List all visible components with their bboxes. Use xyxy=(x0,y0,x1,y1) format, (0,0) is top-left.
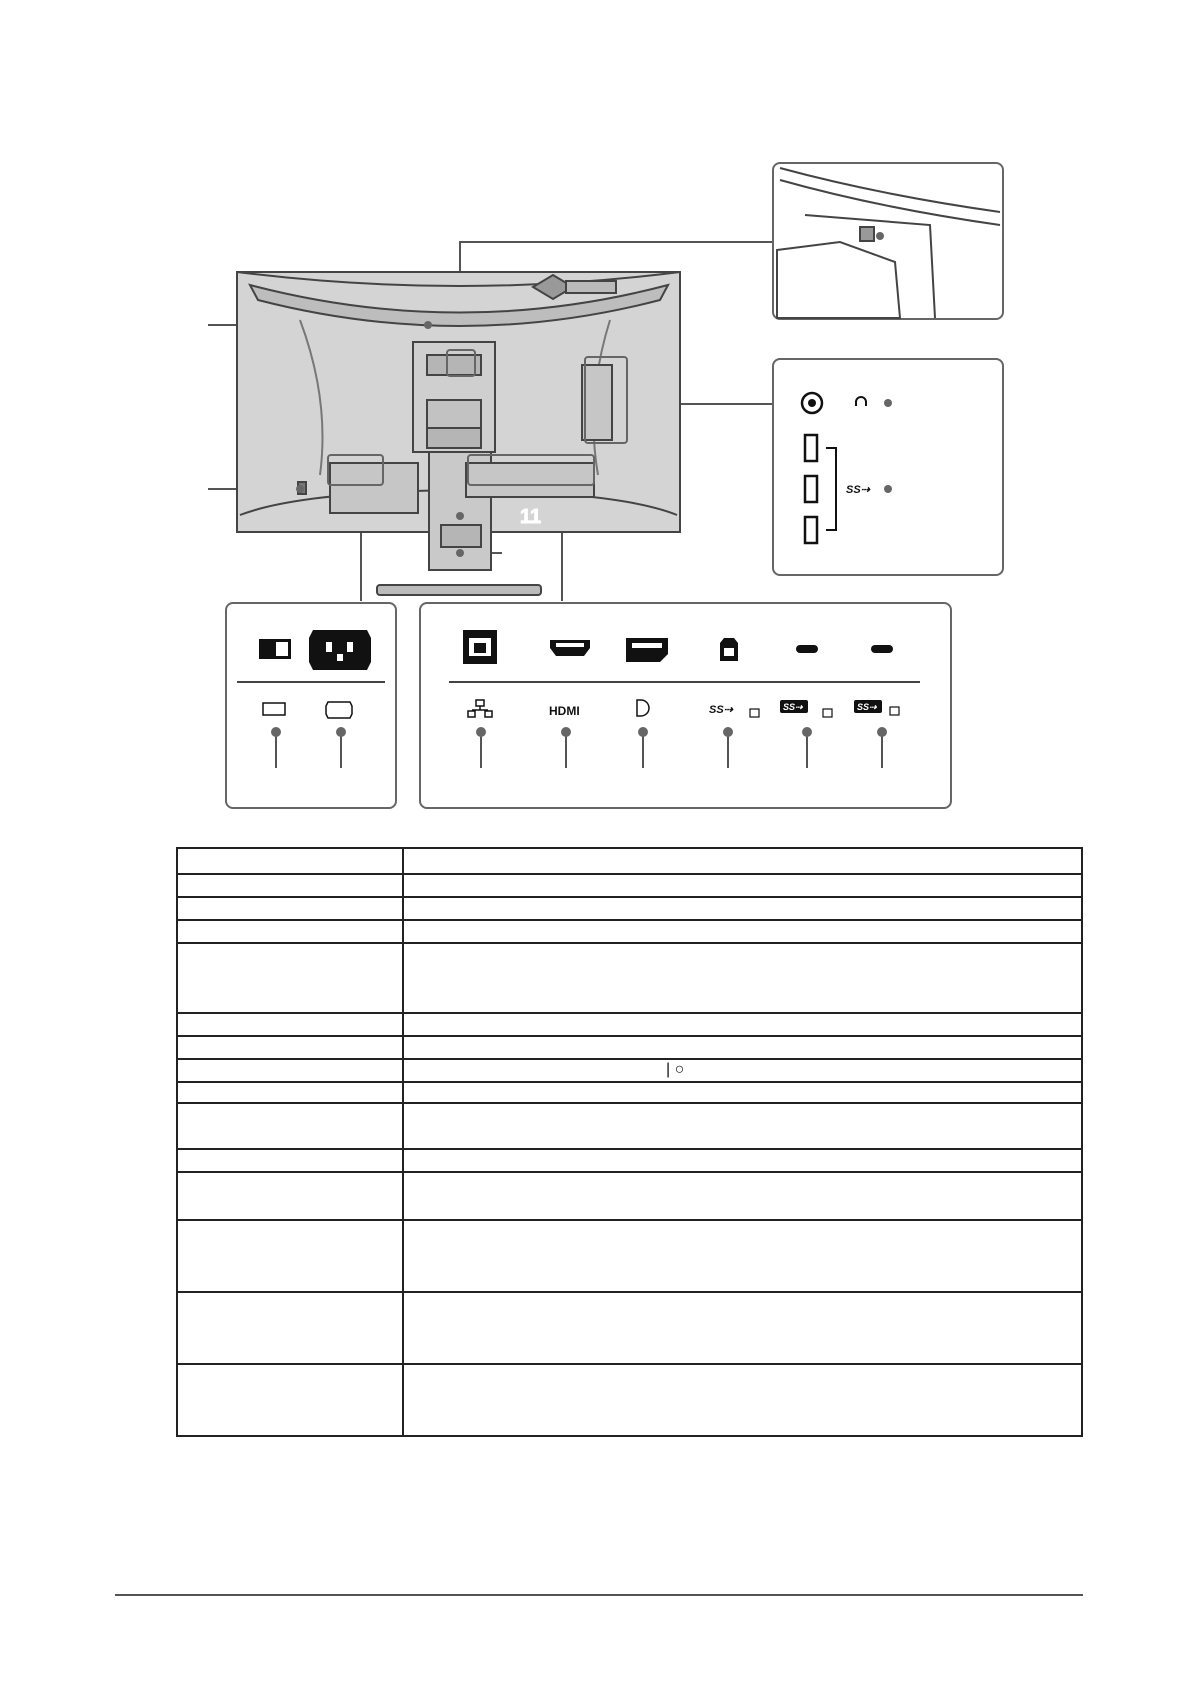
table-cell-desc xyxy=(403,943,1082,1013)
table-cell-label xyxy=(177,1220,403,1292)
svg-text:SS⇢: SS⇢ xyxy=(846,484,870,496)
table-cell-desc xyxy=(403,1172,1082,1220)
stand-label: 11 xyxy=(520,506,542,528)
table-cell-label xyxy=(177,943,403,1013)
ac-inlet-icon xyxy=(309,630,371,670)
table-row xyxy=(177,1149,1082,1172)
table-row xyxy=(177,1220,1082,1292)
table-cell-desc xyxy=(403,920,1082,943)
table-row xyxy=(177,1292,1082,1364)
table-cell-desc xyxy=(403,1013,1082,1036)
usb-c-port-icon xyxy=(796,645,818,653)
inset-right xyxy=(773,359,1003,575)
hdmi-port-icon xyxy=(550,640,590,656)
table-row xyxy=(177,943,1082,1013)
inset-power xyxy=(226,603,396,808)
table-cell-desc xyxy=(403,1103,1082,1149)
table-row xyxy=(177,1172,1082,1220)
table-cell-desc xyxy=(403,1082,1082,1103)
table-cell-label xyxy=(177,1149,403,1172)
table-cell-label xyxy=(177,920,403,943)
table-cell-label xyxy=(177,1036,403,1059)
table-row xyxy=(177,920,1082,943)
table-cell-desc xyxy=(403,1364,1082,1436)
table-cell-label xyxy=(177,1059,403,1082)
table-row xyxy=(177,1059,1082,1082)
table-cell-desc xyxy=(403,1220,1082,1292)
svg-text:SS⇢: SS⇢ xyxy=(857,702,877,712)
table-row xyxy=(177,1103,1082,1149)
table-cell-desc xyxy=(403,848,1082,874)
table-row xyxy=(177,1013,1082,1036)
table-cell-desc xyxy=(403,874,1082,897)
monitor-rear-diagram xyxy=(0,0,1191,820)
power-switch-symbols: | ○ xyxy=(666,1061,685,1078)
table-row xyxy=(177,1364,1082,1436)
table-cell-label xyxy=(177,1013,403,1036)
table-cell-desc xyxy=(403,1059,1082,1082)
svg-text:SS⇢: SS⇢ xyxy=(783,702,803,712)
table-cell-desc xyxy=(403,897,1082,920)
svg-text:SS⇢: SS⇢ xyxy=(709,704,733,716)
table-cell-label xyxy=(177,1292,403,1364)
hdmi-label-icon: HDMI xyxy=(549,704,580,718)
port-description-table xyxy=(176,847,1083,1437)
table-cell-desc xyxy=(403,1292,1082,1364)
table-row xyxy=(177,1036,1082,1059)
table-cell-desc xyxy=(403,1036,1082,1059)
usb-a-downstream-icon xyxy=(805,435,817,461)
table-row xyxy=(177,848,1082,874)
table-cell-label xyxy=(177,1172,403,1220)
table-cell-label xyxy=(177,1103,403,1149)
table-row xyxy=(177,1082,1082,1103)
displayport-icon xyxy=(626,638,668,662)
table-row xyxy=(177,897,1082,920)
table-cell-label xyxy=(177,1082,403,1103)
table-cell-label xyxy=(177,897,403,920)
table-cell-label xyxy=(177,848,403,874)
footer-divider xyxy=(115,1594,1083,1596)
inset-ports xyxy=(420,603,951,808)
inset-top xyxy=(773,163,1003,319)
table-cell-label xyxy=(177,874,403,897)
table-cell-label xyxy=(177,1364,403,1436)
table-cell-desc xyxy=(403,1149,1082,1172)
table-row xyxy=(177,874,1082,897)
